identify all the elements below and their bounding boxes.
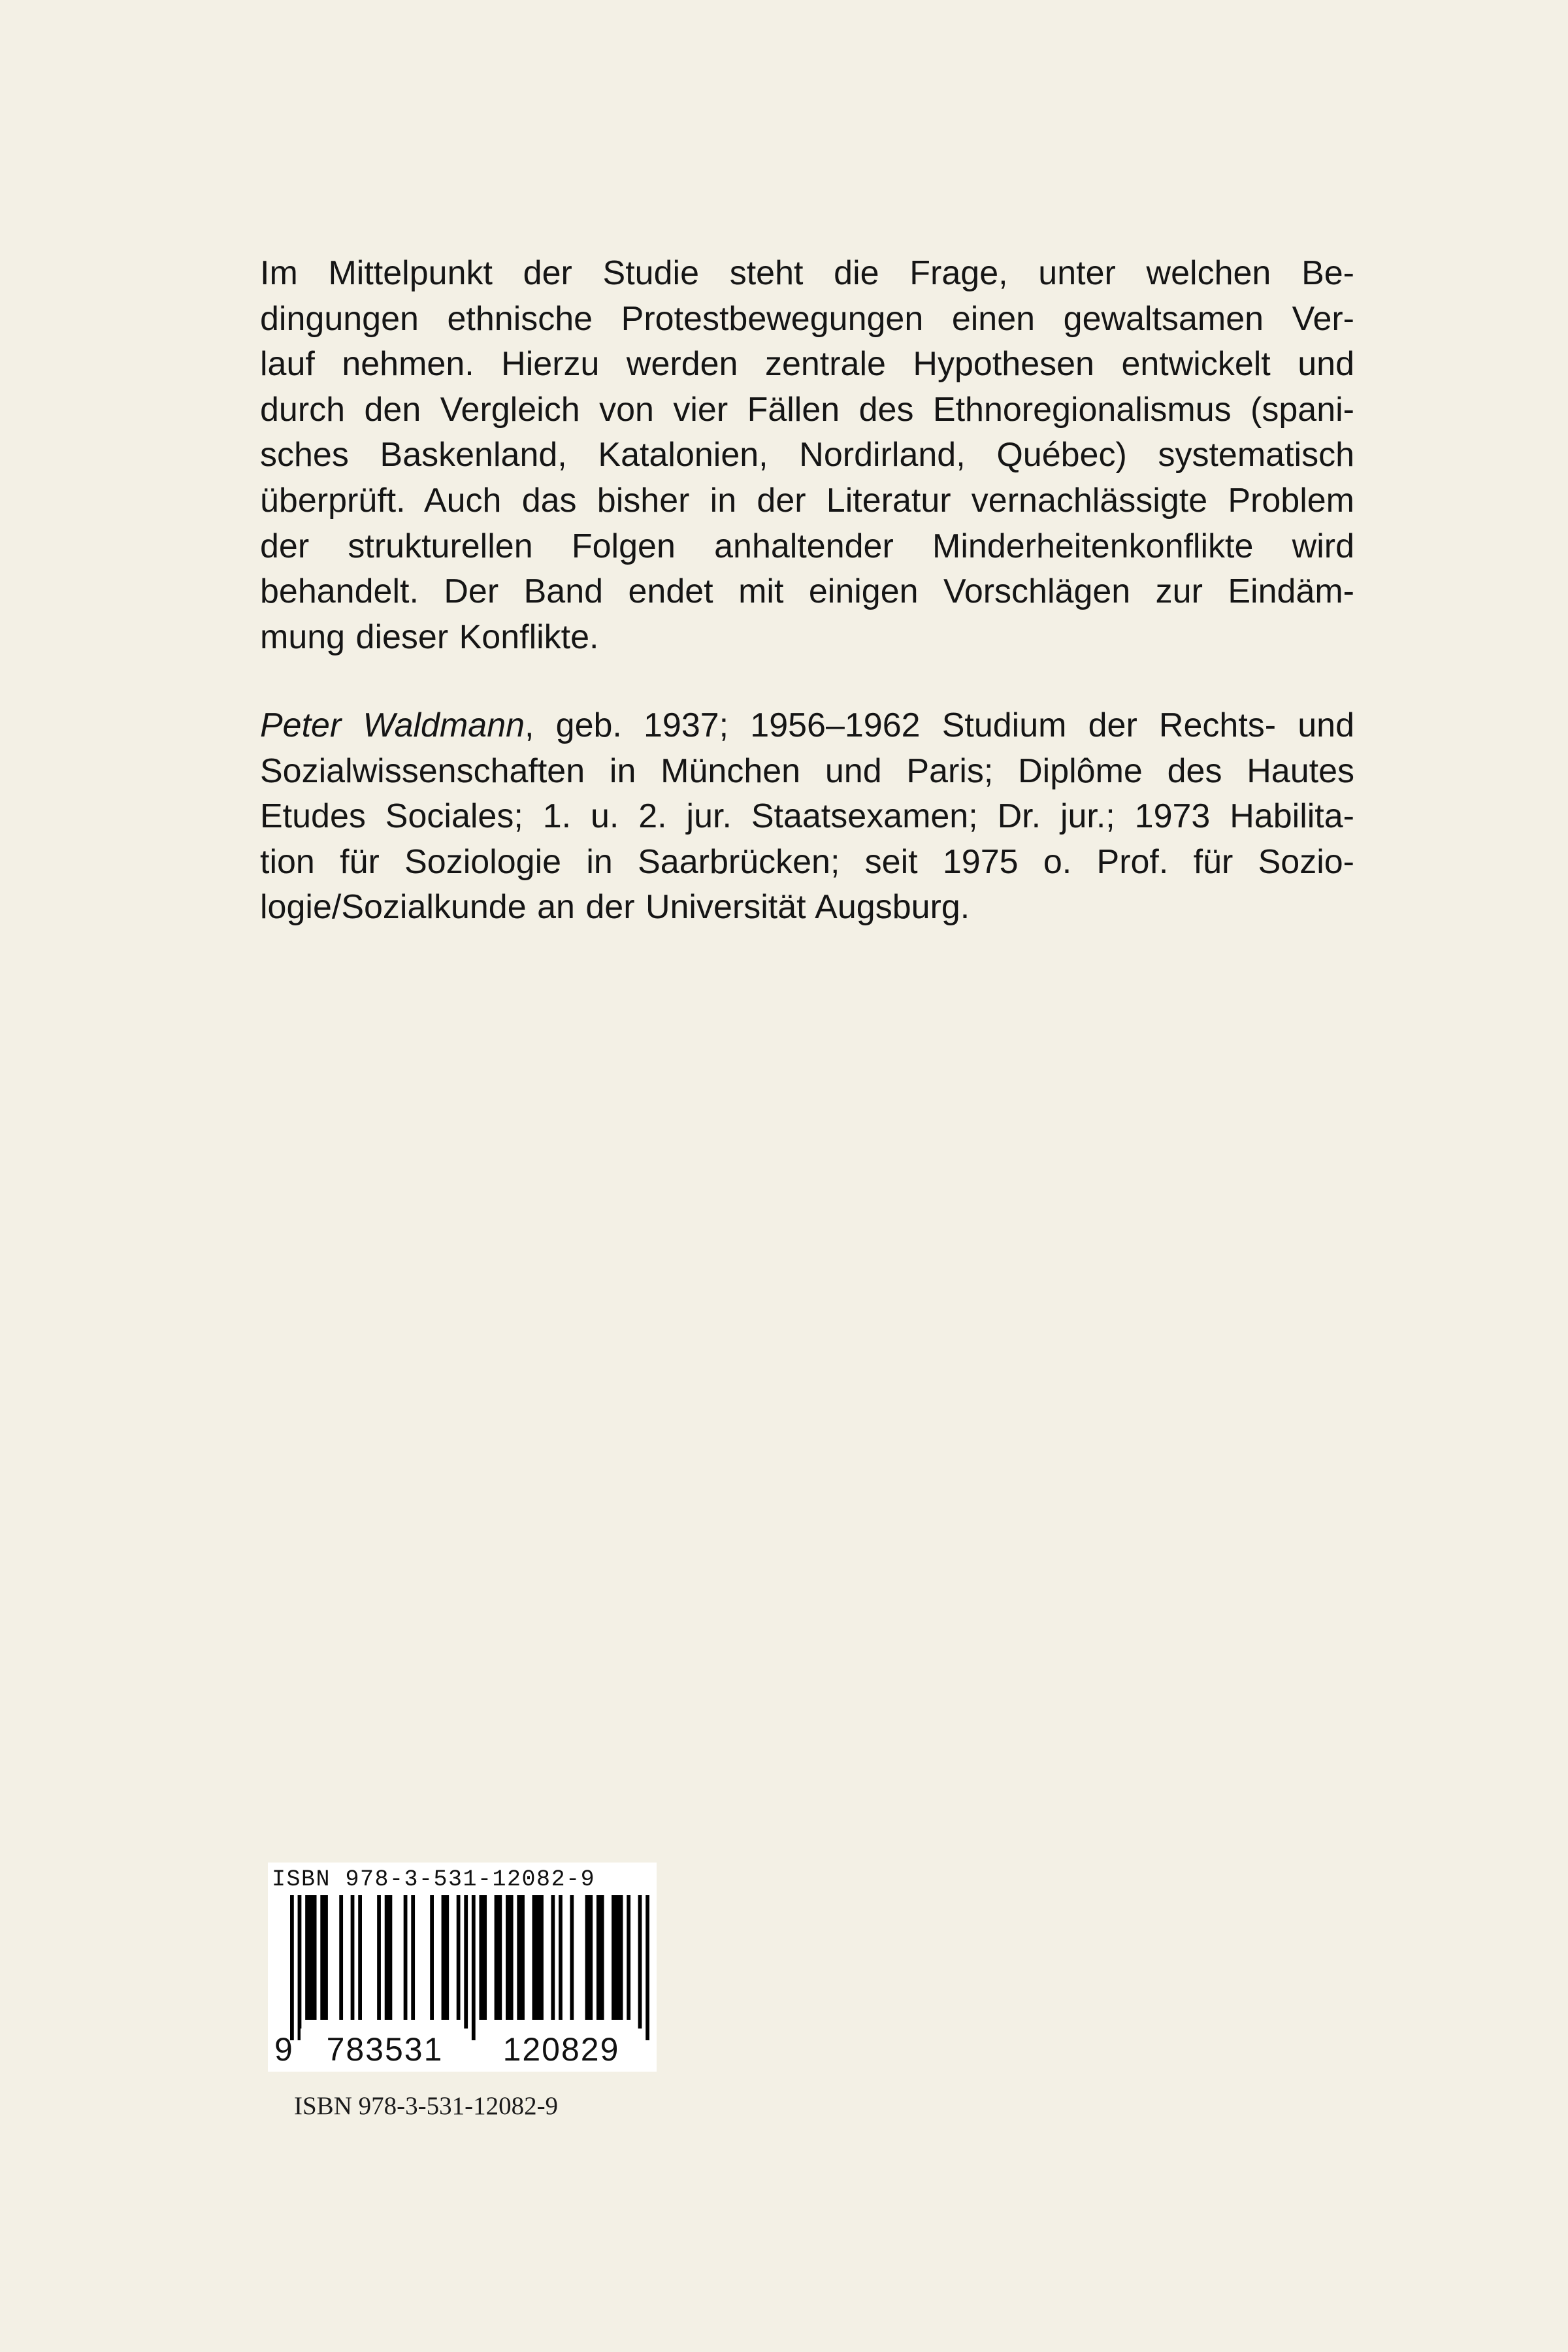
author-bio bbox=[260, 703, 1354, 931]
bio-line: Sozialwissenschaften in München und Paris; Diplôme des Hautes bbox=[260, 752, 1354, 790]
barcode-bar bbox=[517, 1895, 525, 2020]
barcode-bar bbox=[411, 1895, 415, 2020]
isbn-text: ISBN 978-3-531-12082-9 bbox=[294, 2092, 559, 2120]
abstract-line: behandelt. Der Band endet mit einigen Vorschlägen zur Eindäm- bbox=[260, 572, 1354, 611]
barcode-bar bbox=[559, 1895, 563, 2020]
barcode-digits bbox=[268, 2029, 657, 2072]
barcode-bar bbox=[457, 1895, 461, 2020]
barcode-bar bbox=[612, 1895, 623, 2020]
barcode-bar bbox=[377, 1895, 381, 2020]
barcode-bars bbox=[290, 1895, 649, 2040]
barcode-bar bbox=[404, 1895, 408, 2020]
barcode-bar bbox=[570, 1895, 574, 2020]
abstract-line: dingungen ethnische Protestbewegungen einen gewaltsamen Ver- bbox=[260, 299, 1354, 338]
abstract-line: lauf nehmen. Hierzu werden zentrale Hypothesen entwickelt und bbox=[260, 345, 1354, 384]
barcode-bar bbox=[320, 1895, 328, 2020]
bio-first-line-text: , geb. 1937; 1956–1962 Studium der Rechts- und bbox=[525, 706, 1354, 744]
barcode-digits-left: 783531 bbox=[301, 2029, 469, 2070]
barcode-bar bbox=[551, 1895, 555, 2020]
bio-first-line bbox=[260, 703, 1354, 749]
bio-line: Etudes Sociales; 1. u. 2. jur. Staatsexamen; Dr. jur.; 1973 Habilita- bbox=[260, 797, 1354, 836]
barcode-bar bbox=[351, 1895, 355, 2020]
abstract-line: überprüft. Auch das bisher in der Literatur vernachlässigte Problem bbox=[260, 481, 1354, 520]
barcode-guard-bar bbox=[645, 1895, 649, 2040]
barcode-bar bbox=[479, 1895, 487, 2020]
barcode-digits-right: 120829 bbox=[477, 2029, 645, 2070]
barcode-bar bbox=[358, 1895, 362, 2020]
abstract-line: sches Baskenland, Katalonien, Nordirland, Québec) systematisch bbox=[260, 436, 1354, 474]
barcode-isbn-label: ISBN 978-3-531-12082-9 bbox=[272, 1866, 596, 1893]
abstract-line: mung dieser Konflikte. bbox=[260, 618, 599, 656]
barcode-guard-bar bbox=[472, 1895, 476, 2040]
author-name: Peter Waldmann bbox=[260, 706, 525, 744]
barcode-guard-bar bbox=[638, 1895, 642, 2040]
barcode-guard-bar bbox=[298, 1895, 302, 2040]
barcode-bar bbox=[385, 1895, 393, 2020]
barcode-bar bbox=[585, 1895, 593, 2020]
barcode-bar bbox=[339, 1895, 343, 2020]
barcode-bar bbox=[442, 1895, 449, 2020]
barcode-bar bbox=[430, 1895, 434, 2020]
abstract-line: durch den Vergleich von vier Fällen des Ethnoregionalismus (spani- bbox=[260, 390, 1354, 429]
bio-line: tion für Soziologie in Saarbrücken; seit 1975 o. Prof. für Sozio- bbox=[260, 842, 1354, 881]
barcode-guard-bar bbox=[464, 1895, 468, 2040]
barcode-bar bbox=[596, 1895, 604, 2020]
abstract-line: Im Mittelpunkt der Studie steht die Frage, unter welchen Be- bbox=[260, 254, 1354, 292]
abstract-line: der strukturellen Folgen anhaltender Minderheitenkonflikte wird bbox=[260, 527, 1354, 565]
abstract-paragraph bbox=[260, 251, 1354, 660]
barcode-bar bbox=[506, 1895, 514, 2020]
barcode-bar bbox=[532, 1895, 544, 2020]
barcode bbox=[268, 1863, 657, 2072]
barcode-bar bbox=[627, 1895, 630, 2020]
bio-line: logie/Sozialkunde an der Universität Augsburg. bbox=[260, 888, 970, 927]
barcode-digit-first: 9 bbox=[274, 2031, 293, 2068]
barcode-guard-bar bbox=[290, 1895, 294, 2040]
barcode-bar bbox=[495, 1895, 502, 2020]
barcode-bar bbox=[305, 1895, 316, 2020]
